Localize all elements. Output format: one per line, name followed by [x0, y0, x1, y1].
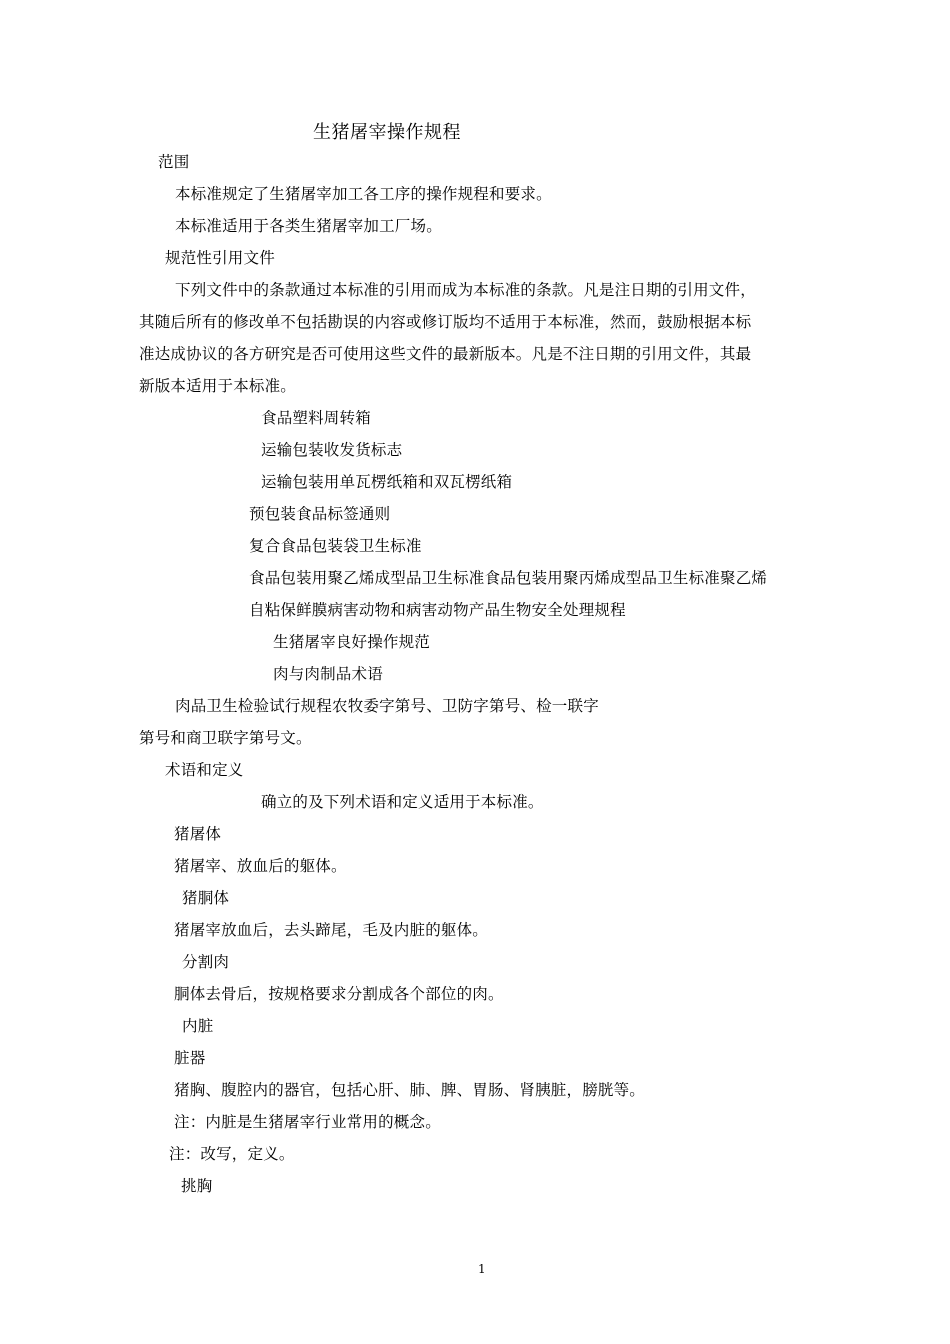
paragraph-line: 下列文件中的条款通过本标准的引用而成为本标准的条款。凡是注日期的引用文件， — [175, 281, 756, 299]
term-definition: 猪胸、腹腔内的器官，包括心肝、肺、脾、胃肠、肾胰脏，膀胱等。 — [174, 1081, 646, 1099]
reference-item: 复合食品包装袋卫生标准 — [249, 537, 422, 555]
reference-item: 食品塑料周转箱 — [261, 409, 371, 427]
reference-item: 自粘保鲜膜病害动物和病害动物产品生物安全处理规程 — [249, 601, 626, 619]
term-definition: 胴体去骨后，按规格要求分割成各个部位的肉。 — [174, 985, 504, 1003]
term-definition: 猪屠宰放血后，去头蹄尾，毛及内脏的躯体。 — [174, 921, 489, 939]
paragraph-line: 确立的及下列术语和定义适用于本标准。 — [261, 793, 544, 811]
reference-item: 肉与肉制品术语 — [273, 665, 383, 683]
paragraph-line: 新版本适用于本标准。 — [139, 377, 297, 395]
paragraph-line: 本标准规定了生猪屠宰加工各工序的操作规程和要求。 — [175, 185, 552, 203]
term-heading: 内脏 — [182, 1017, 214, 1035]
paragraph-line: 第号和商卫联字第号文。 — [139, 729, 312, 747]
note-line: 注：改写，定义。 — [169, 1145, 295, 1163]
page-number: 1 — [478, 1262, 486, 1276]
term-heading: 分割肉 — [182, 953, 230, 971]
section-heading-terms: 术语和定义 — [165, 761, 244, 779]
paragraph-line: 肉品卫生检验试行规程农牧委字第号、卫防字第号、检一联字 — [175, 697, 599, 715]
term-definition: 猪屠宰、放血后的躯体。 — [174, 857, 347, 875]
reference-item: 运输包装用单瓦楞纸箱和双瓦楞纸箱 — [261, 473, 513, 491]
reference-item: 运输包装收发货标志 — [261, 441, 403, 459]
note-line: 注：内脏是生猪屠宰行业常用的概念。 — [174, 1113, 441, 1131]
paragraph-line: 本标准适用于各类生猪屠宰加工厂场。 — [175, 217, 442, 235]
term-heading: 脏器 — [174, 1049, 206, 1067]
paragraph-line: 准达成协议的各方研究是否可使用这些文件的最新版本。凡是不注日期的引用文件，其最 — [139, 345, 752, 363]
term-heading: 挑胸 — [181, 1177, 213, 1195]
section-heading-scope: 范围 — [158, 153, 190, 171]
reference-item: 预包装食品标签通则 — [249, 505, 391, 523]
section-heading-references: 规范性引用文件 — [165, 249, 275, 267]
paragraph-line: 其随后所有的修改单不包括勘误的内容或修订版均不适用于本标准，然而，鼓励根据本标 — [139, 313, 752, 331]
reference-item: 生猪屠宰良好操作规范 — [273, 633, 431, 651]
term-heading: 猪屠体 — [174, 825, 222, 843]
document-title: 生猪屠宰操作规程 — [313, 122, 461, 143]
reference-item: 食品包装用聚乙烯成型品卫生标准食品包装用聚丙烯成型品卫生标准聚乙烯 — [249, 569, 768, 587]
term-heading: 猪胴体 — [182, 889, 230, 907]
